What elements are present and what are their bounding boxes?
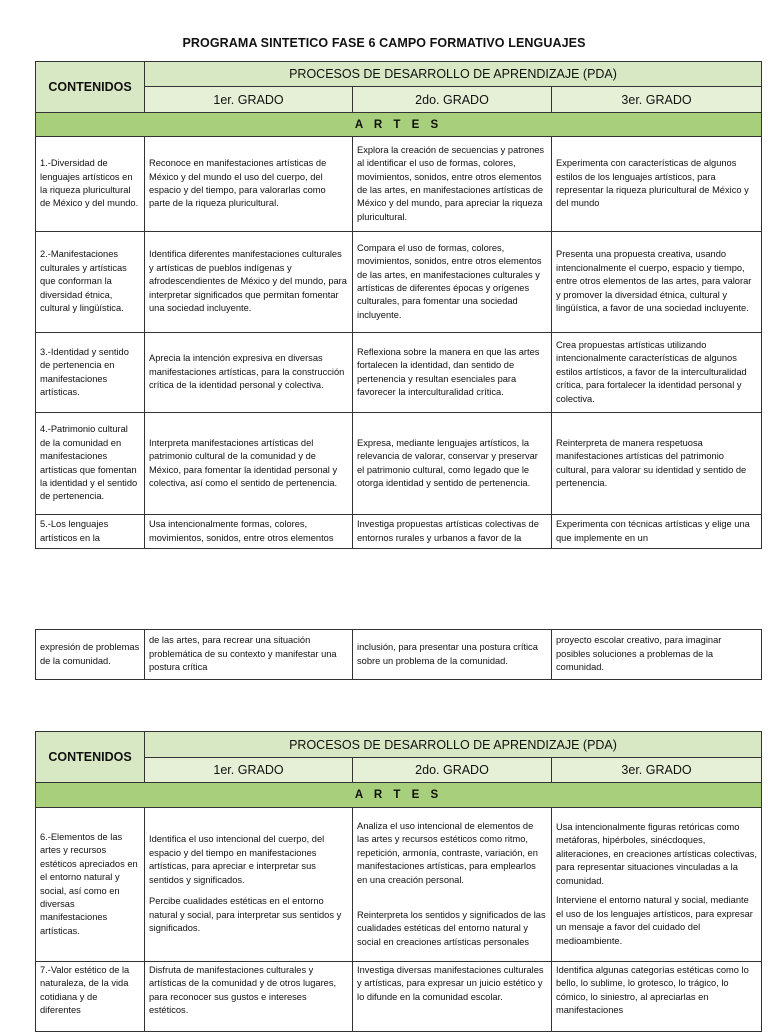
grade-3-header: 3er. GRADO [552, 87, 762, 113]
grade-3-cell [552, 808, 762, 962]
grade-3-cell: Experimenta con técnicas artísticas y elige una que implemente en un [552, 515, 762, 549]
pda-table-1-continued [35, 629, 762, 680]
grade-3-cell: Experimenta con características de algunos estilos de los lenguajes artísticos, para representar la riqueza pluricultural de México y del mundo [552, 137, 762, 232]
grade-2-cell: inclusión, para presentar una postura crítica sobre un problema de la comunidad. [353, 630, 552, 680]
grade-1-paragraph: Percibe cualidades estéticas en el entorno natural y social, para interpretar sus sentidos y significados. [149, 896, 342, 934]
grade-2-cell: Reflexiona sobre la manera en que las artes fortalecen la identidad, dan sentido de pertenencia y resultan esenciales para favorecer la interculturalidad crítica. [353, 333, 552, 413]
grade-2-cell: Investiga diversas manifestaciones culturales y artísticas, para expresar un juicio estético y lo difunde en la comunidad escolar. [353, 962, 552, 1032]
grade-1-cell [145, 808, 353, 962]
table-row [36, 962, 762, 1032]
grade-2-header: 2do. GRADO [353, 758, 552, 783]
artes-section-header: A R T E S [36, 113, 762, 137]
content-cell: 6.-Elementos de las artes y recursos estéticos apreciados en el entorno natural y social, así como en diversas manifestaciones artísticas. [36, 808, 145, 962]
grade-2-paragraph: Reinterpreta los sentidos y significados de las cualidades estéticas del entorno natural y social en creaciones artísticas personales [357, 909, 546, 947]
grade-3-paragraph: Usa intencionalmente figuras retóricas como metáforas, hipérboles, sinécdoques, aliteraciones, en creaciones artísticas colectivas, para representar situaciones vinculadas a la comunidad. [556, 821, 758, 886]
artes-section-header: A R T E S [36, 783, 762, 808]
grade-1-header: 1er. GRADO [145, 758, 353, 783]
grade-1-cell: Reconoce en manifestaciones artísticas de México y del mundo el uso del cuerpo, del espacio y del tiempo, para valorarlas como parte de la riqueza pluricultural. [145, 137, 353, 232]
table-row [36, 333, 762, 413]
grade-2-cell: Explora la creación de secuencias y patrones al identificar el uso de formas, colores, movimientos, sonidos, entre otros elementos de las artes, en manifestaciones artísticas de México y del mundo, para apreciar la riqueza pluricultural. [353, 137, 552, 232]
grade-1-cell: Interpreta manifestaciones artísticas del patrimonio cultural de la comunidad y de México, para fomentar la identidad personal y colectiva, así como el sentido de pertenencia. [145, 413, 353, 515]
grade-1-cell: Identifica diferentes manifestaciones culturales y artísticas de pueblos indígenas y afrodescendientes de México y del mundo, para interpretar significados que permitan fomentar una sociedad incluyente. [145, 232, 353, 333]
pda-header: PROCESOS DE DESARROLLO DE APRENDIZAJE (PDA) [145, 62, 762, 87]
table-row [36, 808, 762, 962]
content-cell: 3.-Identidad y sentido de pertenencia en manifestaciones artísticas. [36, 333, 145, 413]
content-cell: 1.-Diversidad de lenguajes artísticos en la riqueza pluricultural de México y del mundo. [36, 137, 145, 232]
grade-3-cell: Presenta una propuesta creativa, usando intencionalmente el cuerpo, espacio y tiempo, entre otros elementos de las artes, para valorar y promover la diversidad étnica, cultural y lingüística, a favor de una sociedad incluyente. [552, 232, 762, 333]
contenidos-header: CONTENIDOS [36, 732, 145, 783]
grade-2-paragraph: Analiza el uso intencional de elementos de las artes y recursos estéticos como ritmo, repetición, armonía, contraste, variación, en manifestaciones artísticas, para emplearlos en una creación personal. [357, 820, 538, 885]
grade-1-cell: Disfruta de manifestaciones culturales y artísticas de la comunidad y de otros lugares, para reconocer sus gustos e intereses estéticos. [145, 962, 353, 1032]
table-row [36, 137, 762, 232]
grade-1-cell: Usa intencionalmente formas, colores, movimientos, sonidos, entre otros elementos [145, 515, 353, 549]
content-cell: expresión de problemas de la comunidad. [36, 630, 145, 680]
grade-3-paragraph: Interviene el entorno natural y social, mediante el uso de los lenguajes artísticos, para expresar un mensaje a favor del cuidado del medioambiente. [556, 895, 753, 946]
grade-2-cell [353, 808, 552, 962]
grade-3-header: 3er. GRADO [552, 758, 762, 783]
grade-1-cell: de las artes, para recrear una situación problemática de su contexto y manifestar una postura crítica [145, 630, 353, 680]
pda-table-1 [35, 61, 762, 549]
pda-table-2 [35, 731, 762, 1032]
grade-3-cell: Reinterpreta de manera respetuosa manifestaciones artísticas del patrimonio cultural, para valorar su identidad y sentido de pertenencia. [552, 413, 762, 515]
grade-1-header: 1er. GRADO [145, 87, 353, 113]
contenidos-header: CONTENIDOS [36, 62, 145, 113]
table-row [36, 413, 762, 515]
table-row [36, 232, 762, 333]
content-cell: 4.-Patrimonio cultural de la comunidad en manifestaciones artísticas que fomentan la identidad y el sentido de pertenencia. [36, 413, 145, 515]
content-cell: 2.-Manifestaciones culturales y artísticas que conforman la diversidad étnica, cultural y lingüística. [36, 232, 145, 333]
grade-2-cell: Investiga propuestas artísticas colectivas de entornos rurales y urbanos a favor de la [353, 515, 552, 549]
pda-header: PROCESOS DE DESARROLLO DE APRENDIZAJE (PDA) [145, 732, 762, 758]
table-row [36, 515, 762, 549]
content-cell: 5.-Los lenguajes artísticos en la [36, 515, 145, 549]
table-row [36, 630, 762, 680]
content-cell: 7.-Valor estético de la naturaleza, de la vida cotidiana y de diferentes [36, 962, 145, 1032]
grade-2-cell: Compara el uso de formas, colores, movimientos, sonidos, entre otros elementos de las artes, en manifestaciones culturales y artísticas de diferentes épocas y orígenes culturales, para fomentar una sociedad incluyente. [353, 232, 552, 333]
grade-2-header: 2do. GRADO [353, 87, 552, 113]
grade-3-cell: Crea propuestas artísticas utilizando intencionalmente características de algunos estilos artísticos, a favor de la interculturalidad crítica, para fortalecer la identidad personal y colectiva. [552, 333, 762, 413]
grade-3-cell: proyecto escolar creativo, para imaginar posibles soluciones a problemas de la comunidad. [552, 630, 762, 680]
grade-1-paragraph: Identifica el uso intencional del cuerpo, del espacio y del tiempo en manifestaciones artísticas, para apreciar e interpretar sus sentidos y significados. [149, 834, 325, 885]
grade-1-cell: Aprecia la intención expresiva en diversas manifestaciones artísticas, para la construcción crítica de la identidad personal y colectiva. [145, 333, 353, 413]
grade-3-cell: Identifica algunas categorías estéticas como lo bello, lo sublime, lo grotesco, lo trágico, lo cómico, lo siniestro, al apreciarlas en manifestaciones [552, 962, 762, 1032]
document-title: PROGRAMA SINTETICO FASE 6 CAMPO FORMATIVO LENGUAJES [182, 36, 586, 50]
grade-2-cell: Expresa, mediante lenguajes artísticos, la relevancia de valorar, conservar y preservar el patrimonio cultural, como legado que le otorga identidad y sentido de pertenencia. [353, 413, 552, 515]
